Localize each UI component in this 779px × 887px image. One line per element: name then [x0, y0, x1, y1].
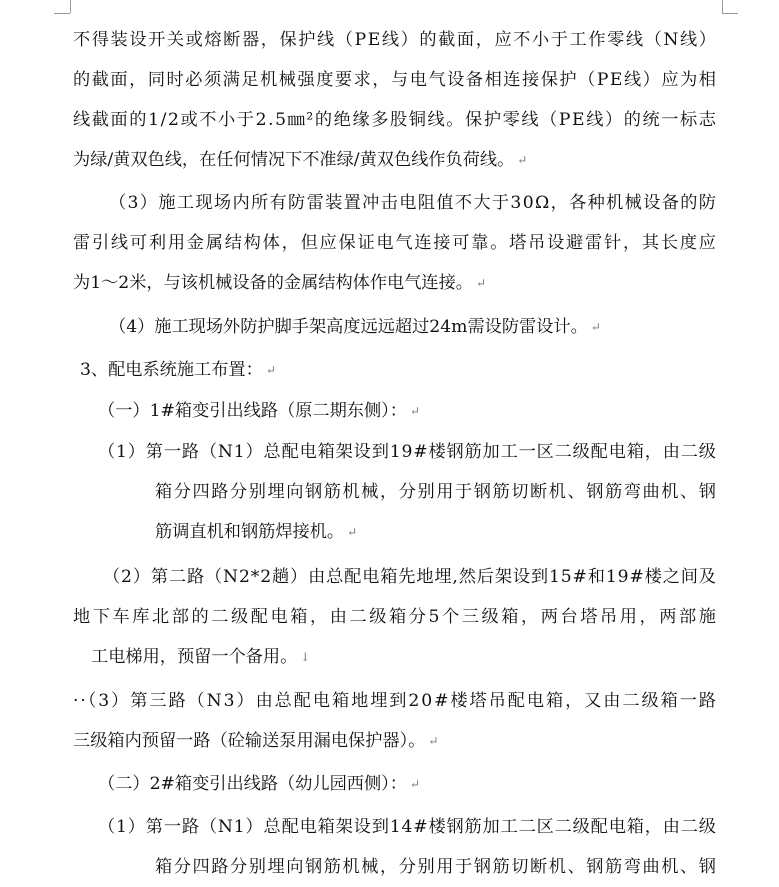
line-text: 三级箱内预留一路（砼输送泵用漏电保护器）。: [73, 731, 426, 751]
paragraph-mark-icon: ↵: [409, 404, 420, 418]
paragraph-line: [0, 307, 779, 347]
paragraph-line: [0, 847, 779, 887]
line-text: ··（3）第三路（N3）由总配电箱地埋到20#楼塔吊配电箱，又由二级箱一路: [73, 691, 718, 711]
paragraph-line: [0, 263, 779, 303]
paragraph-line: [0, 20, 779, 60]
paragraph-line: [0, 637, 779, 677]
line-text: 为绿/黄双色线，在任何情况下不准绿/黄双色线作负荷线。: [73, 150, 515, 170]
line-text: 线截面的1/2或不小于2.5㎜²的绝缘多股铜线。保护零线（PE线）的统一标志: [73, 110, 718, 130]
paragraph-mark-icon: ↓: [300, 650, 311, 664]
line-text: （3）施工现场内所有防雷装置冲击电阻值不大于30Ω，各种机械设备的防: [109, 193, 718, 213]
line-text: 工电梯用，预留一个备用。: [91, 647, 298, 667]
paragraph-line: [0, 223, 779, 263]
crop-mark-top-right-horizontal: [722, 13, 738, 14]
line-text: 雷引线可利用金属结构体，但应保证电气连接可靠。塔吊设避雷针，其长度应: [73, 233, 718, 253]
line-text: （一）1#箱变引出线路（原二期东侧）：: [98, 401, 407, 421]
line-text: 不得装设开关或熔断器，保护线（PE线）的截面，应不小于工作零线（N线）: [73, 30, 718, 50]
paragraph-line: [0, 472, 779, 512]
line-text: （1）第一路（N1）总配电箱架设到14#楼钢筋加工二区二级配电箱，由二级: [98, 817, 717, 837]
paragraph-mark-icon: ↵: [265, 363, 276, 377]
paragraph-line: [0, 183, 779, 223]
paragraph-mark-icon: ↵: [590, 320, 601, 334]
crop-mark-top-right-vertical: [722, 0, 723, 13]
paragraph-line: [0, 557, 779, 597]
paragraph-mark-icon: ↵: [428, 734, 439, 748]
line-text: 筋调直机和钢筋焊接机。: [155, 522, 345, 542]
paragraph-mark-icon: ↵: [347, 525, 358, 539]
paragraph-line: [0, 140, 779, 180]
crop-mark-top-left-horizontal: [54, 13, 70, 14]
line-text: 为1～2米，与该机械设备的金属结构体作电气连接。: [73, 273, 473, 293]
line-text: （1）第一路（N1）总配电箱架设到19#楼钢筋加工一区二级配电箱，由二级: [98, 442, 717, 462]
paragraph-line: [0, 432, 779, 472]
paragraph-line: [0, 100, 779, 140]
crop-mark-top-left-vertical: [70, 0, 71, 13]
line-text: 箱分四路分别埋向钢筋机械，分别用于钢筋切断机、钢筋弯曲机、钢: [155, 857, 718, 877]
paragraph-line: [0, 60, 779, 100]
paragraph-line: [0, 512, 779, 552]
line-text: （2）第二路（N2*2趟）由总配电箱先地埋,然后架设到15#和19#楼之间及: [103, 567, 717, 587]
paragraph-line: [0, 764, 779, 804]
paragraph-line: [0, 350, 779, 390]
line-text: （二）2#箱变引出线路（幼儿园西侧）：: [98, 774, 407, 794]
paragraph-mark-icon: ↵: [517, 153, 528, 167]
paragraph-line: [0, 721, 779, 761]
paragraph-line: [0, 597, 779, 637]
line-text: 箱分四路分别埋向钢筋机械，分别用于钢筋切断机、钢筋弯曲机、钢: [155, 482, 718, 502]
paragraph-line: [0, 807, 779, 847]
line-text: （4）施工现场外防护脚手架高度远远超过24m需设防雷设计。: [109, 317, 588, 337]
paragraph-line: [0, 391, 779, 431]
line-text: 3、配电系统施工布置：: [80, 360, 263, 380]
paragraph-mark-icon: ↵: [409, 777, 420, 791]
line-text: 的截面，同时必须满足机械强度要求，与电气设备相连接保护（PE线）应为相: [73, 70, 718, 90]
paragraph-mark-icon: ↵: [476, 276, 487, 290]
paragraph-line: [0, 681, 779, 721]
line-text: 地下车库北部的二级配电箱，由二级箱分5个三级箱，两台塔吊用，两部施: [73, 607, 719, 627]
